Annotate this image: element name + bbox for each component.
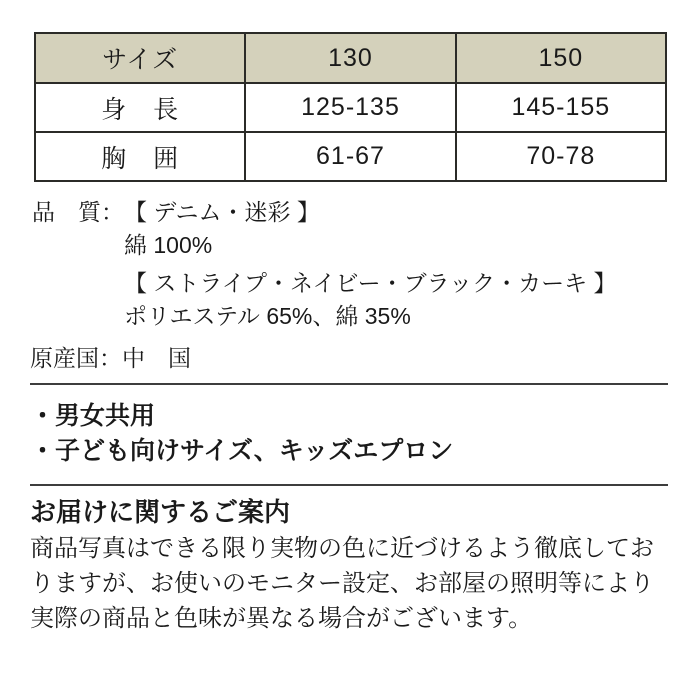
- quality-group-name: 【 ストライプ・ネイビー・ブラック・カーキ 】: [124, 270, 617, 296]
- row-label-chest: 胸 囲: [35, 132, 245, 181]
- feature-item-unisex: ・男女共用: [30, 402, 156, 430]
- quality-group-name: 【 デニム・迷彩 】: [124, 199, 320, 225]
- table-row-chest: [35, 132, 666, 181]
- height-value-150: 145-155: [456, 83, 666, 132]
- size-table-header-size: サイズ: [35, 33, 245, 83]
- size-table: [34, 32, 667, 182]
- origin-country: 原産国：中 国: [30, 345, 191, 371]
- quality-group-stripe-navy-black-khaki: [124, 267, 617, 333]
- quality-label: 品 質：: [32, 199, 124, 225]
- quality-group-composition: ポリエステル 65%、綿 35%: [124, 303, 411, 329]
- divider: [30, 383, 668, 385]
- delivery-notice-body: 商品写真はできる限り実物の色に近づけるよう徹底しておりますが、お使いのモニター設定、お部屋の照明等により実際の商品と色味が異なる場合がございます。: [30, 535, 654, 632]
- size-table-header: [35, 33, 666, 83]
- table-row: [35, 33, 666, 83]
- chest-value-150: 70-78: [456, 132, 666, 181]
- row-label-height: 身 長: [35, 83, 245, 132]
- feature-list: [30, 399, 453, 469]
- table-row-height: [35, 83, 666, 132]
- quality-groups: [124, 196, 617, 333]
- quality-section: [32, 196, 617, 333]
- size-table-header-130: 130: [245, 33, 455, 83]
- feature-item-kids-apron: ・子ども向けサイズ、キッズエプロン: [30, 437, 454, 465]
- delivery-notice-heading: お届けに関するご案内: [30, 497, 291, 527]
- divider: [30, 484, 668, 486]
- quality-group-composition: 綿 100%: [124, 232, 213, 258]
- height-value-130: 125-135: [245, 83, 455, 132]
- quality-group-denim-camo: [124, 196, 617, 262]
- chest-value-130: 61-67: [245, 132, 455, 181]
- size-table-header-150: 150: [456, 33, 666, 83]
